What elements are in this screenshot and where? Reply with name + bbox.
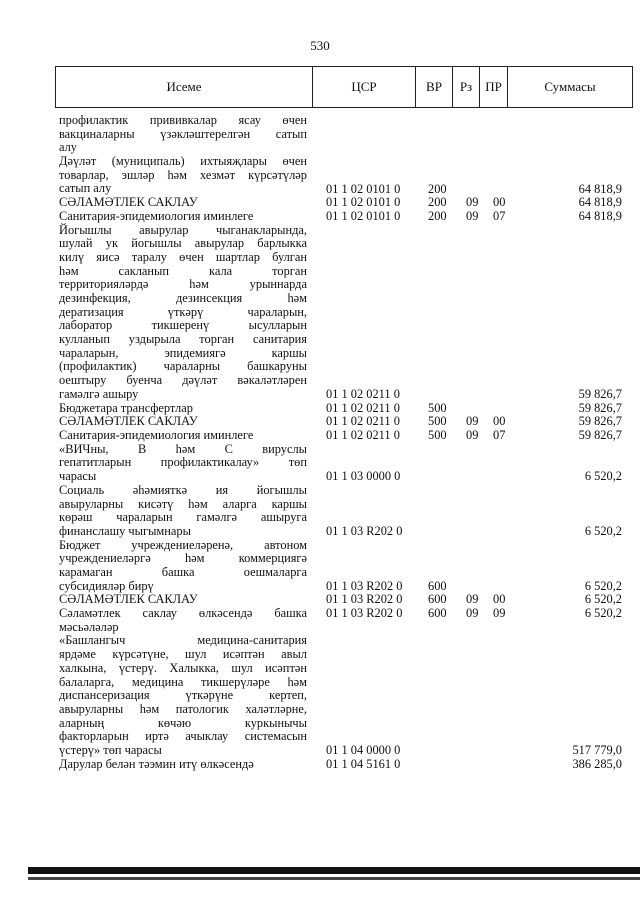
row-name-line: Сәламәтлек саклау өлкәсендә башка — [59, 606, 307, 621]
row-csr: 01 1 02 0211 0 — [326, 428, 400, 443]
table-row — [0, 634, 640, 757]
row-csr: 01 1 02 0101 0 — [326, 195, 401, 210]
row-name-line: чарасы — [59, 469, 97, 484]
row-name-line: балаларга, медицина тикшерүләре һәм — [59, 674, 307, 689]
row-name-line: Дарулар белән тәэмин итү өлкәсендә — [59, 756, 254, 771]
row-sum: 64 818,9 — [578, 195, 622, 210]
row-rz: 09 — [466, 195, 479, 210]
row-values — [0, 196, 640, 210]
row-name-line: Социаль әһәмияткә ия йогышлы — [59, 482, 307, 497]
row-csr: 01 1 03 R202 0 — [326, 523, 403, 538]
row-csr: 01 1 02 0211 0 — [326, 414, 400, 429]
row-name-line: (профилактик) чараларны башкаруны — [59, 359, 307, 374]
row-pr: 00 — [493, 592, 506, 607]
row-sum: 59 826,7 — [578, 386, 622, 401]
row-pr: 07 — [493, 208, 506, 223]
row-name-line: СӘЛАМӘТЛЕК САКЛАУ — [59, 592, 198, 607]
row-sum: 59 826,7 — [578, 400, 622, 415]
row-csr: 01 1 03 R202 0 — [326, 592, 403, 607]
row-name-line: учреждениеләргә һәм коммерциягә — [59, 551, 307, 566]
row-values — [0, 388, 640, 402]
row-name-line: Санитария-эпидемиология иминлеге — [59, 428, 254, 443]
row-name — [59, 634, 307, 757]
row-vr: 500 — [428, 414, 447, 429]
table-row — [0, 539, 640, 594]
row-vr: 200 — [428, 195, 447, 210]
table-row — [0, 415, 640, 429]
row-name-line: сатып алу — [59, 181, 112, 196]
row-pr: 00 — [493, 414, 506, 429]
row-values — [0, 593, 640, 607]
row-sum: 6 520,2 — [584, 523, 622, 538]
table-header — [55, 66, 633, 108]
table-body — [0, 114, 640, 771]
row-values — [0, 744, 640, 758]
table-row — [0, 443, 640, 484]
row-vr: 600 — [428, 606, 447, 621]
row-name-line: профилактик прививкалар ясау өчен — [59, 113, 307, 127]
header-sum: Суммасы — [508, 67, 633, 108]
row-name-line: лаборатор тикшеренү ысулларын — [59, 318, 307, 333]
row-name-line: диспансеризация үткәрүне кертеп, — [59, 688, 307, 703]
row-name-line: субсидияләр бирү — [59, 578, 154, 593]
row-name-line: СӘЛАМӘТЛЕК САКЛАУ — [59, 195, 198, 210]
row-values — [0, 607, 640, 621]
row-vr: 500 — [428, 400, 447, 415]
table-row — [0, 593, 640, 607]
row-values — [0, 183, 640, 197]
row-sum: 59 826,7 — [578, 414, 622, 429]
table-row — [0, 758, 640, 772]
row-csr: 01 1 03 R202 0 — [326, 606, 403, 621]
row-name-line: факторларын иртә ачыклау системасын — [59, 729, 307, 744]
row-pr: 07 — [493, 428, 506, 443]
header-rz: Рз — [453, 67, 480, 108]
row-pr: 00 — [493, 195, 506, 210]
row-sum: 517 779,0 — [572, 743, 622, 758]
scan-edge-line — [28, 877, 640, 880]
row-rz: 09 — [466, 606, 479, 621]
page-number: 530 — [310, 38, 330, 53]
row-values — [0, 470, 640, 484]
row-csr: 01 1 02 0211 0 — [326, 386, 400, 401]
row-csr: 01 1 02 0101 0 — [326, 208, 401, 223]
header-name: Исеме — [56, 67, 313, 108]
row-values — [0, 141, 640, 155]
row-values — [0, 758, 640, 772]
row-rz: 09 — [466, 592, 479, 607]
row-name-line: һәм сакланып кала торган — [59, 263, 307, 278]
row-sum: 59 826,7 — [578, 428, 622, 443]
row-name — [59, 224, 307, 402]
row-name-line: вакциналарны үзәкләштерелгән сатып — [59, 126, 307, 141]
row-sum: 6 520,2 — [584, 469, 622, 484]
row-rz: 09 — [466, 428, 479, 443]
row-vr: 600 — [428, 578, 447, 593]
table-row — [0, 402, 640, 416]
header-pr: ПР — [480, 67, 508, 108]
table-row — [0, 210, 640, 224]
row-name-line: «Башлангыч медицина-санитария — [59, 633, 307, 648]
row-values — [0, 580, 640, 594]
row-csr: 01 1 04 5161 0 — [326, 756, 401, 771]
row-name-line: гепатитларын профилактикалау» төп — [59, 455, 307, 470]
row-values — [0, 402, 640, 416]
row-sum: 6 520,2 — [584, 592, 622, 607]
header-vr: ВР — [416, 67, 453, 108]
row-values — [0, 429, 640, 443]
row-name-line: Йогышлы авырулар чыганакларында, — [59, 222, 307, 237]
row-csr: 01 1 02 0211 0 — [326, 400, 400, 415]
row-name-line: шулай ук йогышлы авырулар барлыкка — [59, 236, 307, 251]
row-sum: 64 818,9 — [578, 181, 622, 196]
row-name-line: территорияләрдә һәм урыннарда — [59, 277, 307, 292]
row-rz: 09 — [466, 208, 479, 223]
row-name-line: көрәш чараларын гамәлгә ашыруга — [59, 510, 307, 525]
table-row — [0, 155, 640, 196]
table-row — [0, 607, 640, 634]
row-name-line: гамәлгә ашыру — [59, 386, 139, 401]
row-name-line: дератизация үткәрү чараларын, — [59, 304, 307, 319]
row-name-line: аларның көчәю куркынычы — [59, 715, 307, 730]
row-name-line: үстерү» төп чарасы — [59, 742, 162, 757]
row-name-line: мәсьәләләр — [59, 619, 119, 634]
row-name-line: финанслашу чыгымнары — [59, 523, 191, 538]
row-name-line: Бюджетара трансфертлар — [59, 400, 193, 415]
row-name-line: чараларын, эпидемиягә каршы — [59, 345, 307, 360]
row-vr: 200 — [428, 208, 447, 223]
row-name-line: оештыру буенча дәүләт вәкаләтләрен — [59, 373, 307, 388]
row-vr: 500 — [428, 428, 447, 443]
row-name-line: СӘЛАМӘТЛЕК САКЛАУ — [59, 414, 198, 429]
table-row — [0, 196, 640, 210]
row-name-line: Санитария-эпидемиология иминлеге — [59, 208, 254, 223]
row-name-line: Бюджет учреждениеләренә, автоном — [59, 537, 307, 552]
row-csr: 01 1 02 0101 0 — [326, 181, 401, 196]
row-vr: 600 — [428, 592, 447, 607]
row-rz: 09 — [466, 414, 479, 429]
row-name-line: авыруларны кисәтү һәм аларга каршы — [59, 496, 307, 511]
row-name-line: «ВИЧны, В һәм С вируслы — [59, 441, 307, 456]
row-vr: 200 — [428, 181, 447, 196]
row-name-line: дезинфекция, дезинсекция һәм — [59, 291, 307, 305]
row-sum: 6 520,2 — [584, 606, 622, 621]
row-values — [0, 525, 640, 539]
row-sum: 64 818,9 — [578, 208, 622, 223]
table-row — [0, 224, 640, 402]
header-csr: ЦСР — [313, 67, 416, 108]
row-csr: 01 1 03 R202 0 — [326, 578, 403, 593]
row-name-line: килү яисә таралу өчен шартлар булган — [59, 249, 307, 264]
row-name-line: карамаган башка оешмаларга — [59, 564, 307, 579]
row-csr: 01 1 04 0000 0 — [326, 743, 401, 758]
row-name-line: халкына, үстерү. Халыкка, шул исәптән — [59, 660, 307, 675]
table-row — [0, 484, 640, 539]
table-row — [0, 429, 640, 443]
row-sum: 6 520,2 — [584, 578, 622, 593]
row-name-line: товарлар, эшләр һәм хезмәт күрсәтүләр — [59, 167, 307, 182]
row-values — [0, 415, 640, 429]
row-pr: 09 — [493, 606, 506, 621]
scan-edge-bar — [28, 867, 640, 874]
row-name-line: алу — [59, 140, 77, 155]
row-sum: 386 285,0 — [572, 756, 622, 771]
row-name-line: Дәүләт (муниципаль) ихтыяҗлары өчен — [59, 154, 307, 169]
row-csr: 01 1 03 0000 0 — [326, 469, 401, 484]
row-name-line: ярдәме күрсәтүне, шул исәптән авыл — [59, 647, 307, 662]
table-row — [0, 114, 640, 155]
row-values — [0, 210, 640, 224]
row-name-line: кулланып уздырыла торган санитария — [59, 332, 307, 347]
row-name-line: авыруларны һәм патологик халәтләрне, — [59, 701, 307, 716]
